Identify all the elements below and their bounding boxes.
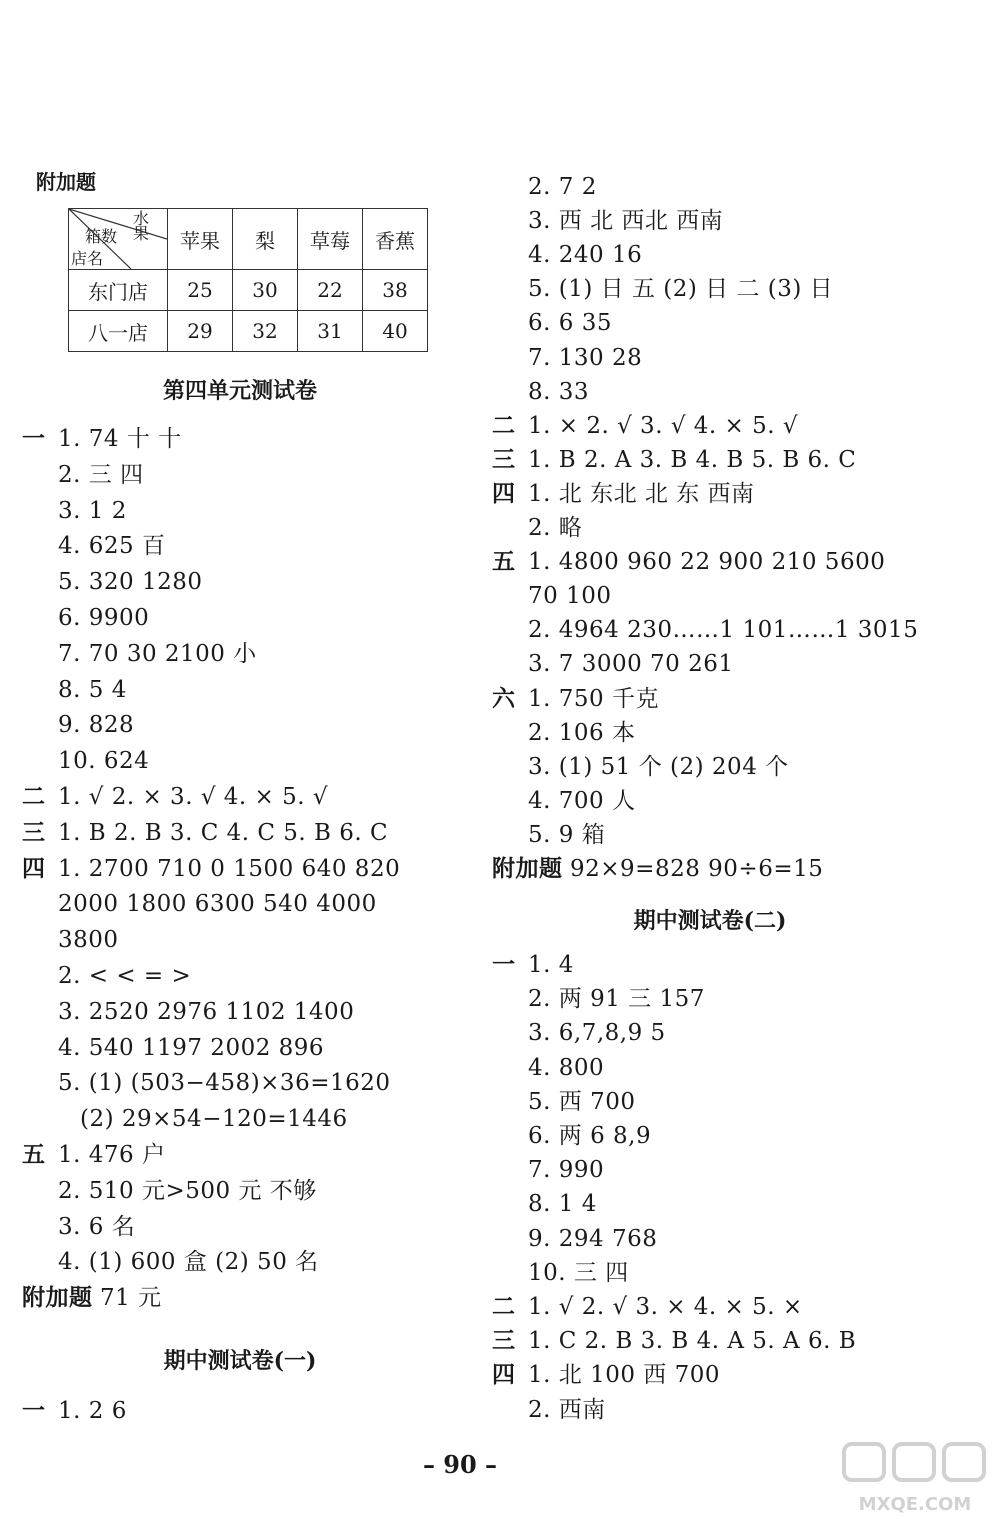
answer-line: [22, 852, 401, 886]
section-number: 一: [22, 425, 46, 452]
answer-text: 1. 476 户: [58, 1142, 166, 1168]
answer-line: [492, 443, 857, 477]
answer-text: 4. 540 1197 2002 896: [58, 1034, 325, 1061]
answer-text: 10. 三 四: [528, 1259, 629, 1286]
cell: 22: [298, 270, 363, 311]
section-number: 四: [492, 479, 516, 507]
section-number: 六: [492, 684, 516, 712]
row-store: 东门店: [69, 270, 168, 311]
answer-text: 3. 6 名: [58, 1213, 136, 1240]
answer-text: 1. √ 2. × 3. √ 4. × 5. √: [58, 784, 329, 810]
answer-text: 1. 74 十 十: [58, 426, 182, 452]
svg-text:MXQE.COM: MXQE.COM: [858, 1494, 972, 1515]
answer-text: 1. 4: [528, 952, 574, 978]
answer-text: 5. 西 700: [528, 1088, 636, 1115]
answer-text: 6. 两 6 8,9: [528, 1123, 652, 1149]
cell: 30: [233, 270, 298, 311]
answer-text: 5. 320 1280: [58, 569, 203, 596]
answer-line: [492, 545, 886, 579]
watermark-logo: [840, 1440, 990, 1524]
answer-text: 8. 33: [528, 378, 590, 405]
answer-line: [22, 1138, 166, 1172]
answer-line: [492, 477, 755, 511]
answer-text: 6. 6 35: [528, 310, 612, 337]
answer-text: 7. 130 28: [528, 344, 643, 371]
answer-text: 1. 北 100 西 700: [528, 1362, 720, 1389]
answer-text: 2. < < = >: [58, 963, 192, 989]
answer-text: 71 元: [100, 1285, 162, 1312]
answer-text: 2. 4964 230……1 101……1 3015: [528, 617, 919, 644]
answer-text: 7. 990: [528, 1157, 605, 1184]
answer-text: 2. 略: [528, 515, 583, 541]
answer-text: 3. 2520 2976 1102 1400: [58, 998, 355, 1025]
answer-text: 1. 2 6: [58, 1398, 127, 1424]
answer-text: 5. (1) (503−458)×36=1620: [58, 1070, 391, 1097]
answer-text: 70 100: [528, 583, 612, 610]
answer-text: 1. × 2. √ 3. √ 4. × 5. √: [528, 412, 799, 439]
answer-line: [492, 1290, 803, 1324]
answer-text: 1. √ 2. √ 3. × 4. × 5. ×: [528, 1294, 803, 1320]
answer-text: 92×9=828 90÷6=15: [570, 856, 824, 882]
section-number: 四: [22, 854, 46, 882]
mid2-title: 期中测试卷(二): [633, 908, 787, 934]
answer-text: 3. 1 2: [58, 497, 127, 524]
mid1-title: 期中测试卷(一): [163, 1348, 317, 1374]
answer-text: 1. B 2. A 3. B 4. B 5. B 6. C: [528, 446, 857, 473]
cell: 31: [298, 311, 363, 352]
answer-text: 6. 9900: [58, 605, 150, 631]
answer-text: 4. 800: [528, 1054, 605, 1081]
header-banana: 香蕉: [363, 209, 428, 270]
answer-line: [492, 682, 659, 716]
answer-text: 1. 北 东北 北 东 西南: [528, 480, 755, 507]
fruit-table: [68, 208, 428, 352]
answer-text: 7. 70 30 2100 小: [58, 640, 257, 667]
table-corner-cell: [69, 209, 168, 270]
answer-text: 2000 1800 6300 540 4000: [58, 891, 377, 918]
answer-line: [492, 852, 824, 886]
section-number: 三: [492, 445, 516, 473]
answer-text: 3. 西 北 西北 西南: [528, 208, 724, 235]
answer-text: 4. 625 百: [58, 533, 166, 560]
answer-text: 2. 两 91 三 157: [528, 986, 705, 1013]
corner-label-fruit: 水果: [133, 209, 150, 243]
header-pear: 梨: [233, 209, 298, 270]
answer-text: 1. 2700 710 0 1500 640 820: [58, 855, 401, 882]
answer-text: 4. 700 人: [528, 787, 636, 814]
answer-text: 3. 7 3000 70 261: [528, 651, 734, 678]
row-store: 八一店: [69, 311, 168, 352]
answer-text: 2. 三 四: [58, 461, 144, 488]
section-number: 二: [492, 1293, 516, 1320]
section-number: 附加题: [22, 1284, 93, 1312]
answer-text: 4. 240 16: [528, 242, 643, 269]
section-number: 一: [492, 951, 516, 978]
cell: 29: [168, 311, 233, 352]
section-number: 二: [492, 411, 516, 439]
answer-text: 1. C 2. B 3. B 4. A 5. A 6. B: [528, 1328, 857, 1355]
answer-text: 4. (1) 600 盒 (2) 50 名: [58, 1249, 319, 1276]
cell: 38: [363, 270, 428, 311]
header-strawberry: 草莓: [298, 209, 363, 270]
answer-line: [492, 1324, 857, 1358]
section-number: 四: [492, 1361, 516, 1389]
table-row: [69, 270, 428, 311]
answer-text: (2) 29×54−120=1446: [80, 1106, 348, 1133]
answer-text: 8. 5 4: [58, 676, 127, 703]
answer-line: [22, 780, 329, 814]
answer-text: 1. 4800 960 22 900 210 5600: [528, 549, 886, 576]
answer-line: [492, 948, 574, 982]
answer-text: 3. 6,7,8,9 5: [528, 1020, 666, 1047]
answer-line: [22, 422, 182, 456]
answer-text: 1. 750 千克: [528, 685, 659, 712]
section-number: 五: [22, 1141, 46, 1168]
table-row: [69, 311, 428, 352]
section-number: 附加题: [492, 855, 563, 882]
bonus-title: 附加题: [36, 170, 96, 194]
answer-line: [492, 409, 799, 443]
answer-text: 1. B 2. B 3. C 4. C 5. B 6. C: [58, 819, 389, 846]
corner-label-store: 店名: [71, 249, 104, 268]
unit4-title: 第四单元测试卷: [162, 378, 317, 404]
answer-text: 5. 9 箱: [528, 821, 606, 848]
answer-line: [22, 1281, 162, 1315]
section-number: 三: [492, 1327, 516, 1355]
answer-line: [22, 1394, 127, 1428]
answer-text: 8. 1 4: [528, 1191, 597, 1218]
section-number: 一: [22, 1397, 46, 1424]
page-number: – 90 –: [422, 1450, 498, 1479]
header-apple: 苹果: [168, 209, 233, 270]
answer-text: 2. 106 本: [528, 719, 636, 746]
answer-text: 3. (1) 51 个 (2) 204 个: [528, 753, 789, 780]
cell: 32: [233, 311, 298, 352]
cell: 25: [168, 270, 233, 311]
answer-text: 2. 510 元>500 元 不够: [58, 1177, 317, 1204]
answer-text: 10. 624: [58, 748, 150, 775]
answer-line: [22, 816, 389, 850]
cell: 40: [363, 311, 428, 352]
section-number: 三: [22, 818, 46, 846]
answer-text: 2. 7 2: [528, 174, 597, 200]
answer-text: 2. 西南: [528, 1396, 606, 1423]
section-number: 二: [22, 783, 46, 810]
answer-line: [492, 1358, 720, 1392]
corner-label-boxes: 箱数: [85, 227, 118, 246]
answer-text: 5. (1) 日 五 (2) 日 二 (3) 日: [528, 276, 834, 303]
answer-text: 9. 294 768: [528, 1225, 658, 1252]
answer-text: 9. 828: [58, 712, 135, 739]
section-number: 五: [492, 548, 516, 576]
answer-text: 3800: [58, 927, 119, 954]
